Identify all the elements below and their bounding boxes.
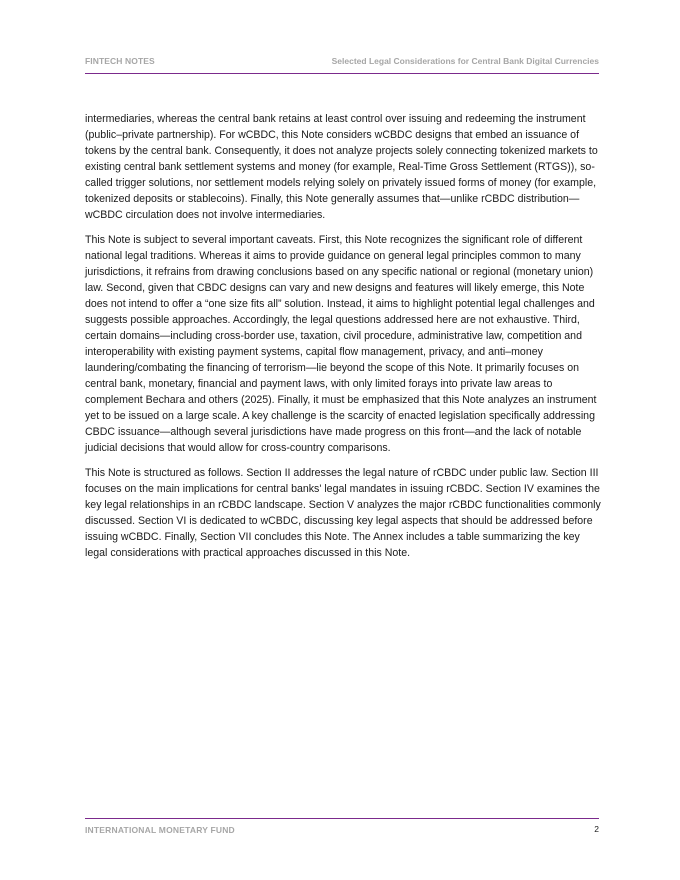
paragraph-3: This Note is structured as follows. Section II addresses the legal nature of rCBDC under public law. Section III focuses on the main implications for central banks' legal mandates in issuing rCBDC. Section IV examines the key legal relationships in an rCBDC landscape. Section V analyzes the major rCBDC functionalities commonly discussed. Section VI is dedicated to wCBDC, discussing key legal aspects that should be addressed before issuing wCBDC. Finally, Section VII concludes this Note. The Annex includes a table summarizing the key legal considerations with practical approaches discussed in this Note.	[85, 467, 601, 559]
paragraph-2: This Note is subject to several important caveats. First, this Note recognizes the significant role of different national legal traditions. Whereas it aims to provide guidance on general legal principles common to many jurisdictions, it refrains from drawing conclusions based on any specific national or regional (monetary union) law. Second, given that CBDC designs can vary and new designs and features will likely emerge, this Note does not intend to offer a “one size fits all” solution. Instead, it aims to highlight potential legal challenges and suggests possible approaches. Accordingly, the legal questions addressed here are not exhaustive. Third, certain domains—including cross-border use, taxation, civil procedure, administrative law, competition and interoperability with existing payment systems, capital flow management, privacy, and anti–money laundering/combating the financing of terrorism—lie beyond the scope of this Note. It primarily focuses on central bank, monetary, financial and payment laws, with only limited forays into private law areas to complement Bechara and others (2025). Finally, it must be emphasized that this Note analyzes an instrument yet to be issued on a large scale. A key challenge is the scarcity of enacted legislation specifically addressing CBDC issuance—although several jurisdictions have made progress on this front—and the lack of notable judicial decisions that would allow for cross-country comparisons.	[85, 234, 597, 454]
paragraph-1: intermediaries, whereas the central bank retains at least control over issuing and redeeming the instrument (public–private partnership). For wCBDC, this Note considers wCBDC designs that embed an issuance of tokens by the central bank. Consequently, it does not analyze projects solely connecting tokenized markets to existing central bank settlement systems and money (for example, Real-Time Gross Settlement (RTGS)), so-called trigger solutions, nor settlement models relying solely on privately issued forms of money (for example, tokenized deposits or stablecoins). Finally, this Note generally assumes that—unlike rCBDC distribution—wCBDC circulation does not involve intermediaries.	[85, 113, 598, 221]
running-footer	[85, 818, 599, 839]
page-number: 2	[594, 824, 599, 834]
body-text	[85, 111, 601, 570]
header-series-title: FINTECH NOTES	[85, 56, 155, 66]
header-document-title: Selected Legal Considerations for Central Bank Digital Currencies	[331, 56, 599, 66]
footer-organization: INTERNATIONAL MONETARY FUND	[85, 825, 235, 835]
running-header	[85, 56, 599, 74]
